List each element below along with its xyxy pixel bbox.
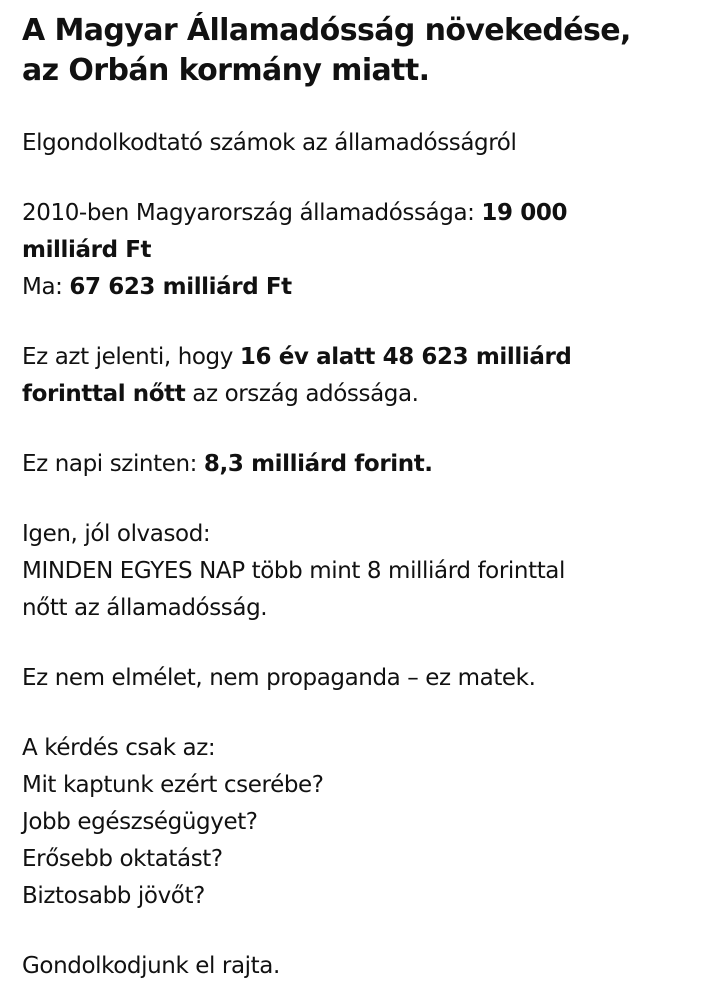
growth-bold-part-2: forinttal nőtt bbox=[22, 381, 186, 407]
read-line-2: MINDEN EGYES NAP több mint 8 milliárd forinttal bbox=[22, 558, 565, 584]
debt-now-label: Ma: bbox=[22, 274, 70, 300]
intro-text: Elgondolkodtató számok az államadósságról bbox=[22, 130, 517, 156]
question-2: Jobb egészségügyet? bbox=[22, 809, 258, 835]
questions-paragraph bbox=[22, 730, 702, 915]
debt-2010-value-part-2: milliárd Ft bbox=[22, 237, 152, 263]
not-theory-text: Ez nem elmélet, nem propaganda – ez matek. bbox=[22, 665, 536, 691]
growth-prefix: Ez azt jelenti, hogy bbox=[22, 344, 240, 370]
daily-prefix: Ez napi szinten: bbox=[22, 451, 204, 477]
post-title bbox=[22, 0, 702, 91]
post-title-line-1: A Magyar Államadósság növekedése, bbox=[22, 13, 631, 48]
debt-comparison-paragraph bbox=[22, 195, 702, 306]
read-line-3: nőtt az államadósság. bbox=[22, 595, 268, 621]
debt-2010-value-part-1: 19 000 bbox=[481, 200, 568, 226]
question-4: Biztosabb jövőt? bbox=[22, 883, 205, 909]
growth-suffix: az ország adóssága. bbox=[185, 381, 419, 407]
growth-bold-part-1: 16 év alatt 48 623 milliárd bbox=[239, 344, 572, 370]
read-line-1: Igen, jól olvasod: bbox=[22, 521, 211, 547]
question-intro: A kérdés csak az: bbox=[22, 735, 216, 761]
not-theory-paragraph bbox=[22, 660, 702, 697]
question-3: Erősebb oktatást? bbox=[22, 846, 223, 872]
closing-text: Gondolkodjunk el rajta. bbox=[22, 953, 280, 979]
daily-paragraph bbox=[22, 446, 702, 483]
growth-paragraph bbox=[22, 339, 702, 413]
daily-value: 8,3 milliárd forint. bbox=[203, 451, 433, 477]
intro-paragraph bbox=[22, 125, 702, 162]
post-content bbox=[22, 0, 702, 985]
debt-now-value: 67 623 milliárd Ft bbox=[69, 274, 292, 300]
post-title-line-2: az Orbán kormány miatt. bbox=[22, 53, 430, 88]
debt-2010-label: 2010-ben Magyarország államadóssága: bbox=[22, 200, 482, 226]
read-paragraph bbox=[22, 516, 702, 627]
question-1: Mit kaptunk ezért cserébe? bbox=[22, 772, 324, 798]
closing-paragraph bbox=[22, 948, 702, 985]
